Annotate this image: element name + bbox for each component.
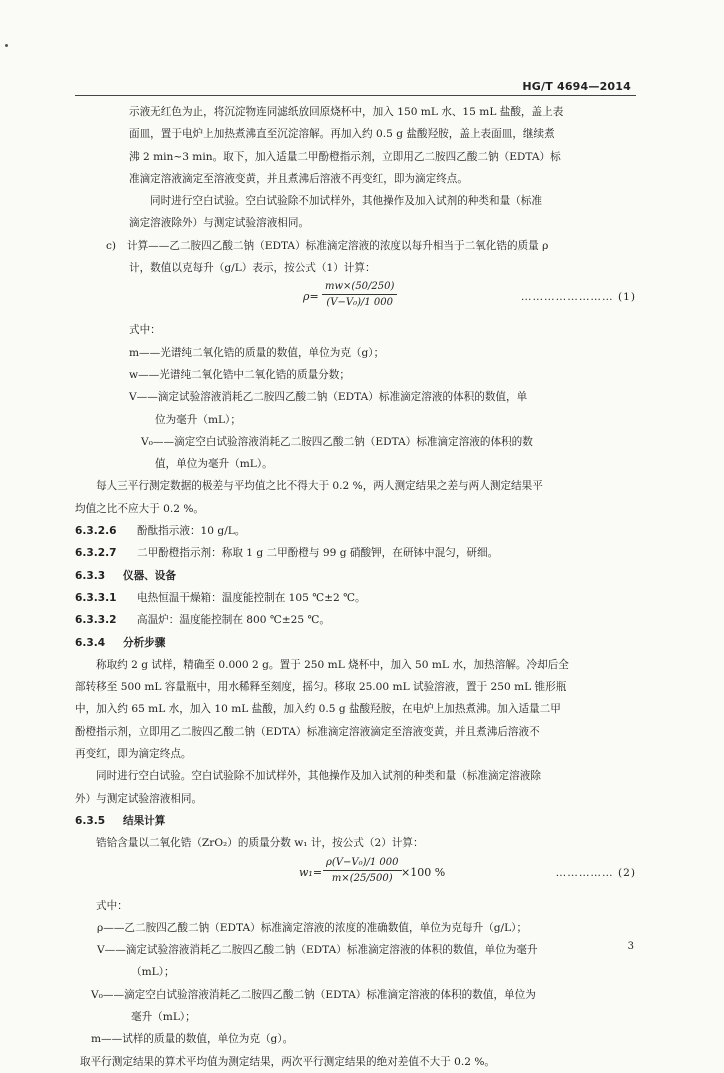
text-line: 均值之比不应大于 0.2 %。 [75,502,204,515]
clause-number: 6.3.3.1 [75,591,117,604]
formula-tail: ×100 % [401,865,446,879]
clause-number: 6.3.4 [75,636,106,649]
variable-def-cont: 值，单位为毫升（mL）。 [155,458,273,471]
text-line: 面皿，置于电炉上加热煮沸直至沉淀溶解。再加入约 0.5 g 盐酸羟胺，盖上表面皿，继续煮 [129,128,555,141]
clause-heading: 分析步骤 [123,636,166,649]
formula-numerator: ρ(V−V₀)/1 000 [323,855,402,871]
text-line: 锆铪含量以二氧化锆（ZrO₂）的质量分数 w₁ 计，按公式（2）计算： [96,837,424,850]
text-line: 滴定溶液除外）与测定试验溶液相同。 [129,217,310,230]
scan-speck [5,44,8,47]
variable-def: m——试样的质量的数值，单位为克（g）。 [91,1033,294,1046]
text-line: 取平行测定结果的算术平均值为测定结果，两次平行测定结果的绝对差值不大于 0.2 %。 [80,1055,496,1068]
variable-def-cont: 毫升（mL）； [131,1010,196,1023]
formula-numerator: mw×(50/250) [322,279,397,295]
clause-6-3-3-2 [75,609,636,631]
text-line: 外）与测定试验溶液相同。 [75,792,203,805]
text-line: 同时进行空白试验。空白试验除不加试样外，其他操作及加入试剂的种类和量（标准滴定溶液除 [96,770,541,783]
text-line: 中，加入约 65 mL 水，加入 10 mL 盐酸，加入约 0.5 g 盐酸羟胺，在电炉上加热煮沸。加入适量二甲 [75,703,561,716]
text-line: 计算——乙二胺四乙酸二钠（EDTA）标准滴定溶液的浓度以每升相当于二氧化锆的质量 ρ [127,239,549,252]
text-line: 同时进行空白试验。空白试验除不加试样外，其他操作及加入试剂的种类和量（标准 [150,195,542,208]
clause-6-3-5 [75,810,636,832]
text-line: 部转移至 500 mL 容量瓶中，用水稀释至刻度，摇匀。移取 25.00 mL 试验溶液，置于 250 mL 锥形瓶 [75,681,567,694]
formula-fraction [322,279,397,310]
formula-number [556,862,636,884]
formula-lhs: w₁= [299,865,323,879]
variable-def: w——光谱纯二氧化锆中二氧化锆的质量分数； [129,368,350,381]
clause-text: 高温炉：温度能控制在 800 ℃±25 ℃。 [137,614,330,627]
leader-dots: …………… [555,866,614,879]
clause-6-3-4 [75,632,636,654]
text-line: 计，数值以克每升（g/L）表示，按公式（1）计算： [129,262,376,275]
formula-no: (2) [617,866,636,879]
clause-6-3-3-1 [75,587,636,609]
formula-1 [75,279,636,319]
variable-def: V——滴定试验溶液消耗乙二胺四乙酸二钠（EDTA）标准滴定溶液的体积的数值，单 [129,391,528,404]
variable-def: V₀——滴定空白试验溶液消耗乙二胺四乙酸二钠（EDTA）标准滴定溶液的体积的数 [141,435,533,448]
header-rule [75,95,636,96]
leader-dots: …………………… [520,291,614,304]
list-item-c [75,235,636,257]
clause-text: 电热恒温干燥箱：温度能控制在 105 ℃±2 ℃。 [137,591,366,604]
text-line: 沸 2 min~3 min。取下，加入适量二甲酚橙指示剂，立即用乙二胺四乙酸二钠（EDTA）标 [129,150,561,163]
text-line: 再变红，即为滴定终点。 [75,748,192,761]
variable-def-cont: 位为毫升（mL）； [155,413,241,426]
variable-def: m——光谱纯二氧化锆的质量的数值，单位为克（g）； [129,346,385,359]
page-number: 3 [627,941,634,952]
text-line: 示液无红色为止，将沉淀物连同滤纸放回原烧杯中，加入 150 mL 水、15 mL 盐酸，盖上表 [129,106,564,118]
clause-number: 6.3.2.7 [75,547,117,560]
text-line: 酚橙指示剂，立即用乙二胺四乙酸二钠（EDTA）标准滴定溶液滴定至溶液变黄，并且煮沸后溶液不 [75,725,540,738]
formula-fraction [323,855,402,886]
where-title: 式中： [96,899,128,912]
list-marker: c) [106,239,117,252]
formula-2 [75,855,636,895]
clause-6-3-2-7 [75,542,636,564]
clause-text: 酚酞指示液：10 g/L。 [137,525,246,538]
text-line: 称取约 2 g 试样，精确至 0.000 2 g。置于 250 mL 烧杯中，加入 50 mL 水，加热溶解。冷却后全 [96,658,569,671]
variable-def: V——滴定试验溶液消耗乙二胺四乙酸二钠（EDTA）标准滴定溶液的体积的数值，单位为毫升 [97,944,538,957]
formula-no: (1) [617,291,636,304]
clause-6-3-2-6 [75,520,636,542]
clause-text: 二甲酚橙指示剂：称取 1 g 二甲酚橙与 99 g 硝酸钾，在研钵中混匀，研细。 [137,547,499,560]
variable-def: V₀——滴定空白试验溶液消耗乙二胺四乙酸二钠（EDTA）标准滴定溶液的体积的数值，单位为 [91,988,536,1001]
clause-number: 6.3.5 [75,814,106,827]
clause-number: 6.3.2.6 [75,525,117,538]
clause-6-3-3 [75,565,636,587]
where-title: 式中： [129,324,161,337]
clause-number: 6.3.3 [75,569,106,582]
clause-number: 6.3.3.2 [75,614,117,627]
page-body [75,101,636,1073]
formula-number [521,286,636,308]
variable-def-cont: （mL）； [131,966,175,979]
clause-heading: 结果计算 [123,814,166,827]
text-line: 每人三平行测定数据的极差与平均值之比不得大于 0.2 %，两人测定结果之差与两人测定结果平 [96,480,543,493]
standard-number: HG/T 4694—2014 [522,80,631,93]
variable-def: ρ——乙二胺四乙酸二钠（EDTA）标准滴定溶液的浓度的准确数值，单位为克每升（g/L）； [97,921,528,934]
formula-lhs: ρ= [303,290,319,304]
text-line: 准滴定溶液滴定至溶液变黄，并且煮沸后溶液不再变红，即为滴定终点。 [129,172,468,185]
formula-denominator: (V−V₀)/1 000 [326,297,394,309]
clause-heading: 仪器、设备 [123,569,176,582]
formula-denominator: m×(25/500) [331,872,393,884]
